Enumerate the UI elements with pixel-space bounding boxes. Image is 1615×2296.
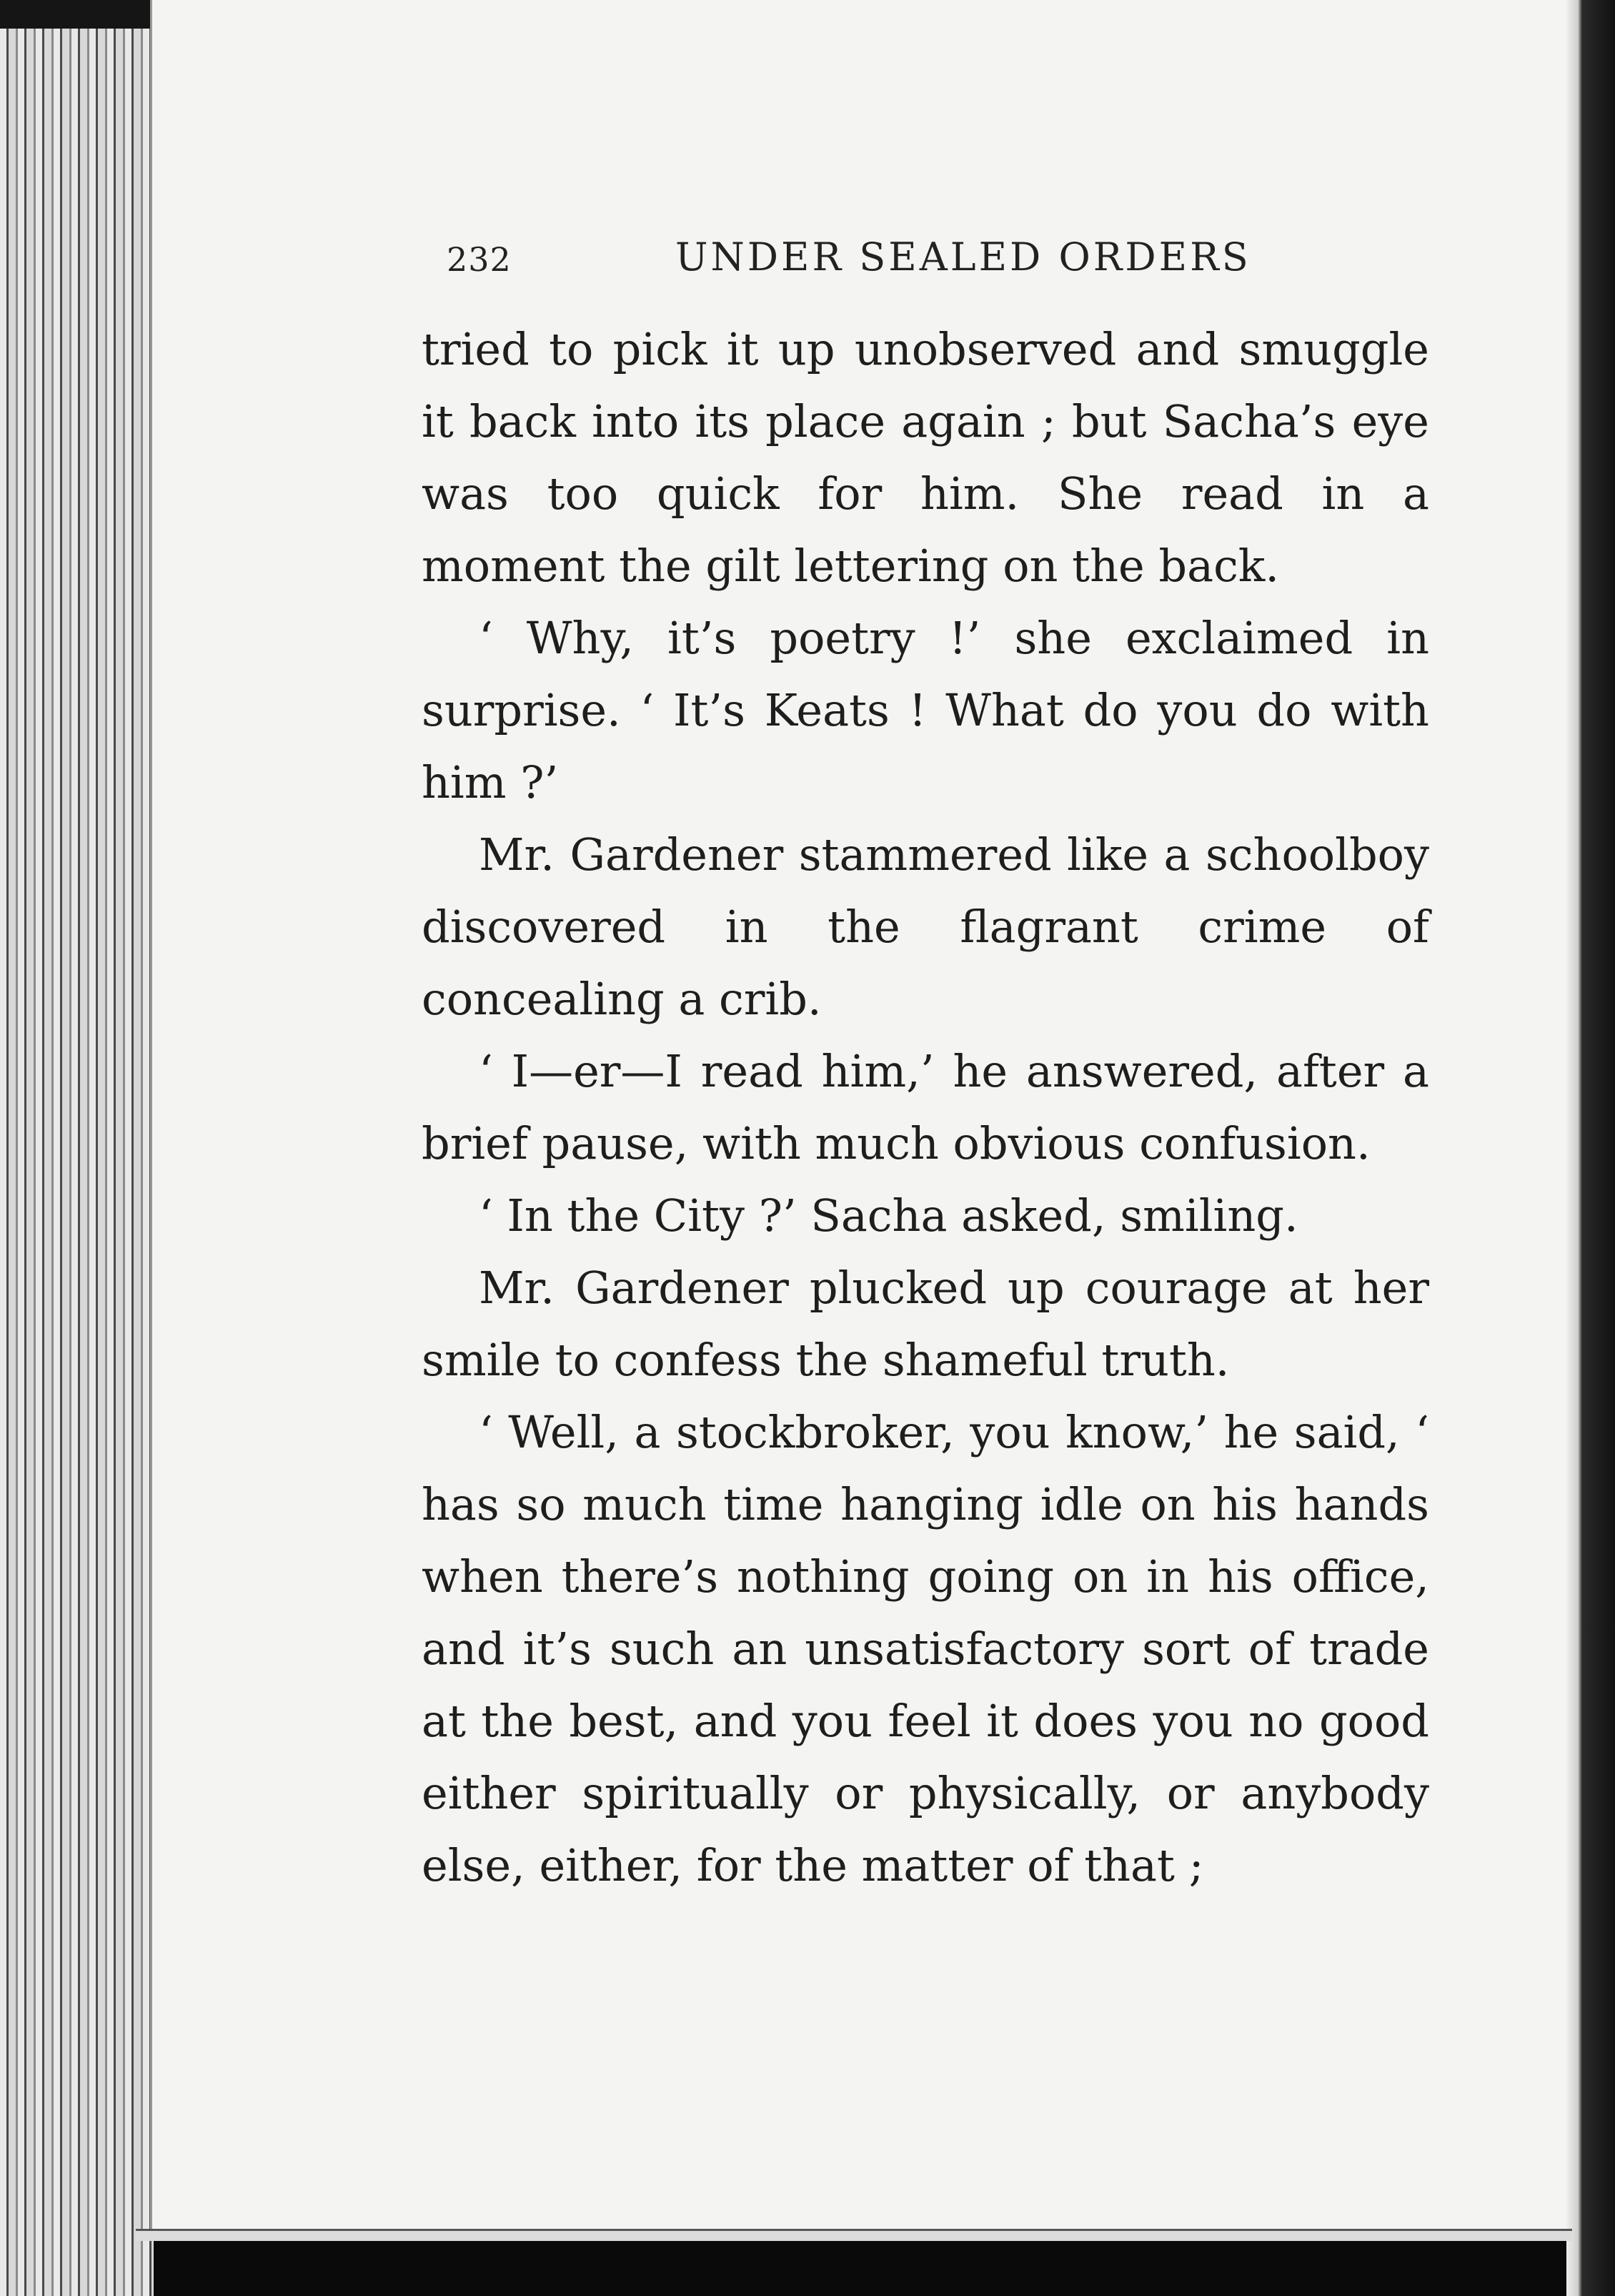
page-number: 232 xyxy=(447,240,512,279)
book-page-edges xyxy=(0,0,154,2296)
paragraph: Mr. Gardener plucked up courage at her smile to confess the shameful truth. xyxy=(422,1262,1429,1386)
paragraph: ‘ In the City ?’ Sacha asked, smiling. xyxy=(479,1189,1298,1242)
body-text xyxy=(422,313,1429,1901)
paragraph: ‘ Why, it’s poetry !’ she exclaimed in surprise. ‘ It’s Keats ! What do you do with him ?’ xyxy=(422,612,1429,808)
paragraph: Mr. Gardener stammered like a schoolboy discovered in the flagrant crime of concealing a crib. xyxy=(422,828,1429,1025)
book-gutter-edge xyxy=(1566,0,1615,2296)
page-header xyxy=(447,234,1415,292)
book-page-bottom-edge xyxy=(136,2229,1572,2241)
paragraph: ‘ I—er—I read him,’ he answered, after a brief pause, with much obvious confusion. xyxy=(422,1045,1429,1169)
paragraph: ‘ Well, a stockbroker, you know,’ he said, ‘ has so much time hanging idle on his hands when there’s nothing going on in his office, and it’s such an unsatisfactory sort of trade at the best, and you feel it does you no good either spiritually or physically, or anybody else, either, for the matter of that ; xyxy=(422,1406,1429,1891)
running-head: UNDER SEALED ORDERS xyxy=(675,234,1251,279)
book-top-shadow xyxy=(0,0,154,29)
paragraph: tried to pick it up unobserved and smuggle it back into its place again ; but Sacha’s eye was too quick for him. She read in a moment the gilt lettering on the back. xyxy=(422,323,1429,592)
